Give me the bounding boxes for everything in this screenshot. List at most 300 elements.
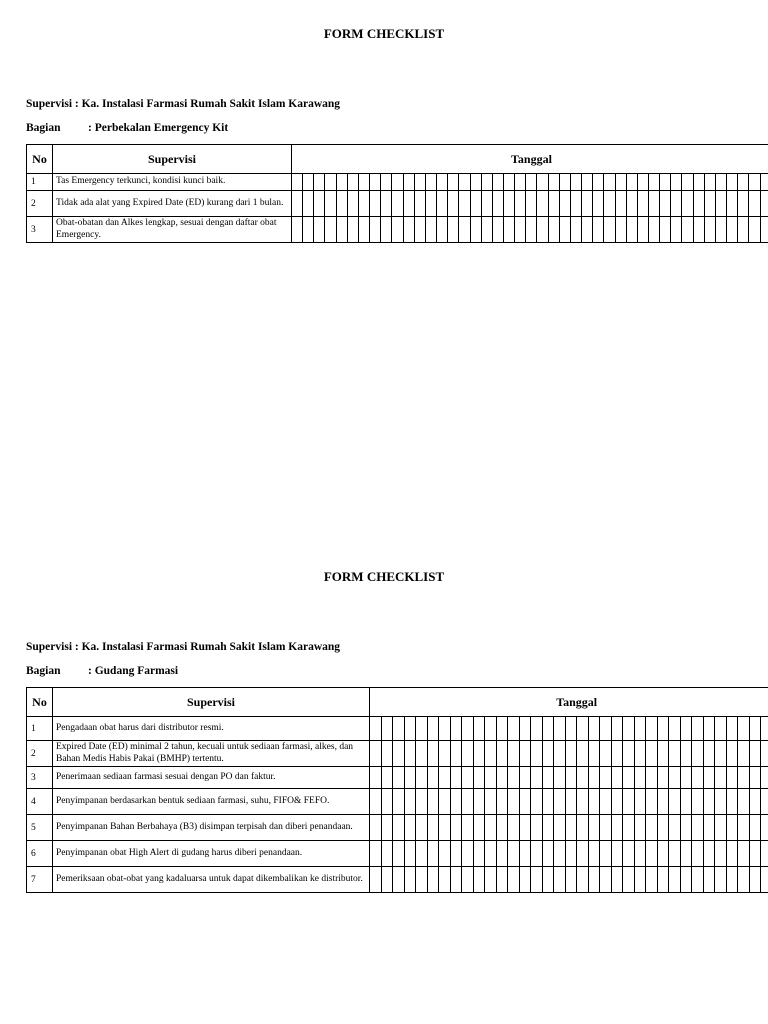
date-check-cell[interactable] — [761, 767, 768, 789]
date-check-cell[interactable] — [692, 867, 704, 893]
date-check-cell[interactable] — [481, 191, 492, 217]
date-check-cell[interactable] — [615, 191, 626, 217]
date-check-cell[interactable] — [496, 841, 508, 867]
date-check-cell[interactable] — [669, 741, 681, 767]
date-check-cell[interactable] — [600, 741, 612, 767]
date-check-cell[interactable] — [749, 217, 760, 243]
date-check-cell[interactable] — [703, 717, 715, 741]
date-check-cell[interactable] — [682, 191, 693, 217]
date-check-cell[interactable] — [492, 217, 503, 243]
date-check-cell[interactable] — [492, 191, 503, 217]
date-check-cell[interactable] — [292, 217, 303, 243]
date-check-cell[interactable] — [370, 717, 382, 741]
date-check-cell[interactable] — [611, 867, 623, 893]
date-check-cell[interactable] — [749, 767, 761, 789]
date-check-cell[interactable] — [414, 191, 425, 217]
date-check-cell[interactable] — [623, 841, 635, 867]
date-check-cell[interactable] — [682, 174, 693, 191]
date-check-cell[interactable] — [404, 867, 416, 893]
date-check-cell[interactable] — [531, 841, 543, 867]
date-check-cell[interactable] — [414, 217, 425, 243]
date-check-cell[interactable] — [623, 867, 635, 893]
date-check-cell[interactable] — [393, 789, 405, 815]
date-check-cell[interactable] — [404, 741, 416, 767]
date-check-cell[interactable] — [582, 174, 593, 191]
date-check-cell[interactable] — [314, 217, 325, 243]
date-check-cell[interactable] — [577, 789, 589, 815]
date-check-cell[interactable] — [485, 841, 497, 867]
date-check-cell[interactable] — [448, 191, 459, 217]
date-check-cell[interactable] — [692, 841, 704, 867]
date-check-cell[interactable] — [588, 841, 600, 867]
date-check-cell[interactable] — [425, 191, 436, 217]
date-check-cell[interactable] — [749, 174, 760, 191]
date-check-cell[interactable] — [414, 174, 425, 191]
date-check-cell[interactable] — [600, 841, 612, 867]
date-check-cell[interactable] — [439, 717, 451, 741]
date-check-cell[interactable] — [370, 741, 382, 767]
date-check-cell[interactable] — [680, 789, 692, 815]
date-check-cell[interactable] — [393, 867, 405, 893]
date-check-cell[interactable] — [542, 767, 554, 789]
date-check-cell[interactable] — [403, 174, 414, 191]
date-check-cell[interactable] — [577, 767, 589, 789]
date-check-cell[interactable] — [582, 217, 593, 243]
date-check-cell[interactable] — [503, 191, 514, 217]
date-check-cell[interactable] — [749, 841, 761, 867]
date-check-cell[interactable] — [726, 815, 738, 841]
date-check-cell[interactable] — [570, 191, 581, 217]
date-check-cell[interactable] — [531, 867, 543, 893]
date-check-cell[interactable] — [381, 841, 393, 867]
date-check-cell[interactable] — [437, 191, 448, 217]
date-check-cell[interactable] — [565, 741, 577, 767]
date-check-cell[interactable] — [508, 717, 520, 741]
date-check-cell[interactable] — [473, 841, 485, 867]
date-check-cell[interactable] — [626, 217, 637, 243]
date-check-cell[interactable] — [703, 867, 715, 893]
date-check-cell[interactable] — [715, 789, 727, 815]
date-check-cell[interactable] — [503, 217, 514, 243]
date-check-cell[interactable] — [703, 841, 715, 867]
date-check-cell[interactable] — [370, 217, 381, 243]
date-check-cell[interactable] — [416, 741, 428, 767]
date-check-cell[interactable] — [634, 767, 646, 789]
date-check-cell[interactable] — [565, 867, 577, 893]
date-check-cell[interactable] — [715, 841, 727, 867]
date-check-cell[interactable] — [450, 815, 462, 841]
date-check-cell[interactable] — [515, 191, 526, 217]
date-check-cell[interactable] — [347, 217, 358, 243]
date-check-cell[interactable] — [542, 789, 554, 815]
date-check-cell[interactable] — [381, 867, 393, 893]
date-check-cell[interactable] — [577, 717, 589, 741]
date-check-cell[interactable] — [537, 191, 548, 217]
date-check-cell[interactable] — [693, 217, 704, 243]
date-check-cell[interactable] — [726, 789, 738, 815]
date-check-cell[interactable] — [669, 815, 681, 841]
date-check-cell[interactable] — [425, 174, 436, 191]
date-check-cell[interactable] — [481, 217, 492, 243]
date-check-cell[interactable] — [485, 815, 497, 841]
date-check-cell[interactable] — [626, 191, 637, 217]
date-check-cell[interactable] — [649, 217, 660, 243]
date-check-cell[interactable] — [462, 767, 474, 789]
date-check-cell[interactable] — [761, 741, 768, 767]
date-check-cell[interactable] — [761, 789, 768, 815]
date-check-cell[interactable] — [611, 789, 623, 815]
date-check-cell[interactable] — [738, 767, 750, 789]
date-check-cell[interactable] — [381, 789, 393, 815]
date-check-cell[interactable] — [680, 717, 692, 741]
date-check-cell[interactable] — [588, 815, 600, 841]
date-check-cell[interactable] — [637, 217, 648, 243]
date-check-cell[interactable] — [392, 191, 403, 217]
date-check-cell[interactable] — [565, 717, 577, 741]
date-check-cell[interactable] — [485, 789, 497, 815]
date-check-cell[interactable] — [593, 174, 604, 191]
date-check-cell[interactable] — [565, 841, 577, 867]
date-check-cell[interactable] — [604, 174, 615, 191]
date-check-cell[interactable] — [416, 789, 428, 815]
date-check-cell[interactable] — [604, 191, 615, 217]
date-check-cell[interactable] — [485, 767, 497, 789]
date-check-cell[interactable] — [526, 191, 537, 217]
date-check-cell[interactable] — [749, 741, 761, 767]
date-check-cell[interactable] — [515, 174, 526, 191]
date-check-cell[interactable] — [508, 815, 520, 841]
date-check-cell[interactable] — [669, 767, 681, 789]
date-check-cell[interactable] — [381, 217, 392, 243]
date-check-cell[interactable] — [370, 815, 382, 841]
date-check-cell[interactable] — [615, 217, 626, 243]
date-check-cell[interactable] — [437, 217, 448, 243]
date-check-cell[interactable] — [450, 717, 462, 741]
date-check-cell[interactable] — [761, 867, 768, 893]
date-check-cell[interactable] — [508, 767, 520, 789]
date-check-cell[interactable] — [473, 815, 485, 841]
date-check-cell[interactable] — [761, 815, 768, 841]
date-check-cell[interactable] — [448, 217, 459, 243]
date-check-cell[interactable] — [727, 217, 738, 243]
date-check-cell[interactable] — [393, 815, 405, 841]
date-check-cell[interactable] — [637, 191, 648, 217]
date-check-cell[interactable] — [749, 789, 761, 815]
date-check-cell[interactable] — [462, 789, 474, 815]
date-check-cell[interactable] — [496, 741, 508, 767]
date-check-cell[interactable] — [427, 867, 439, 893]
date-check-cell[interactable] — [593, 191, 604, 217]
date-check-cell[interactable] — [577, 867, 589, 893]
date-check-cell[interactable] — [485, 867, 497, 893]
date-check-cell[interactable] — [416, 841, 428, 867]
date-check-cell[interactable] — [425, 217, 436, 243]
date-check-cell[interactable] — [462, 717, 474, 741]
date-check-cell[interactable] — [450, 767, 462, 789]
date-check-cell[interactable] — [660, 217, 671, 243]
date-check-cell[interactable] — [727, 174, 738, 191]
date-check-cell[interactable] — [738, 841, 750, 867]
date-check-cell[interactable] — [416, 867, 428, 893]
date-check-cell[interactable] — [508, 841, 520, 867]
date-check-cell[interactable] — [554, 815, 566, 841]
date-check-cell[interactable] — [738, 789, 750, 815]
date-check-cell[interactable] — [416, 767, 428, 789]
date-check-cell[interactable] — [437, 174, 448, 191]
date-check-cell[interactable] — [393, 717, 405, 741]
date-check-cell[interactable] — [485, 717, 497, 741]
date-check-cell[interactable] — [548, 191, 559, 217]
date-check-cell[interactable] — [649, 191, 660, 217]
date-check-cell[interactable] — [554, 867, 566, 893]
date-check-cell[interactable] — [761, 841, 768, 867]
date-check-cell[interactable] — [526, 174, 537, 191]
date-check-cell[interactable] — [325, 217, 336, 243]
date-check-cell[interactable] — [542, 815, 554, 841]
date-check-cell[interactable] — [565, 767, 577, 789]
date-check-cell[interactable] — [727, 191, 738, 217]
date-check-cell[interactable] — [738, 174, 749, 191]
date-check-cell[interactable] — [715, 217, 726, 243]
date-check-cell[interactable] — [370, 789, 382, 815]
date-check-cell[interactable] — [508, 741, 520, 767]
date-check-cell[interactable] — [657, 867, 669, 893]
date-check-cell[interactable] — [623, 741, 635, 767]
date-check-cell[interactable] — [404, 717, 416, 741]
date-check-cell[interactable] — [703, 741, 715, 767]
date-check-cell[interactable] — [671, 191, 682, 217]
date-check-cell[interactable] — [358, 217, 369, 243]
date-check-cell[interactable] — [462, 841, 474, 867]
date-check-cell[interactable] — [439, 767, 451, 789]
date-check-cell[interactable] — [554, 841, 566, 867]
date-check-cell[interactable] — [519, 841, 531, 867]
date-check-cell[interactable] — [634, 841, 646, 867]
date-check-cell[interactable] — [403, 217, 414, 243]
date-check-cell[interactable] — [459, 174, 470, 191]
date-check-cell[interactable] — [554, 789, 566, 815]
date-check-cell[interactable] — [634, 717, 646, 741]
date-check-cell[interactable] — [403, 191, 414, 217]
date-check-cell[interactable] — [519, 789, 531, 815]
date-check-cell[interactable] — [715, 191, 726, 217]
date-check-cell[interactable] — [381, 741, 393, 767]
date-check-cell[interactable] — [657, 741, 669, 767]
date-check-cell[interactable] — [336, 217, 347, 243]
date-check-cell[interactable] — [577, 815, 589, 841]
date-check-cell[interactable] — [292, 174, 303, 191]
date-check-cell[interactable] — [604, 217, 615, 243]
date-check-cell[interactable] — [427, 741, 439, 767]
date-check-cell[interactable] — [657, 767, 669, 789]
date-check-cell[interactable] — [537, 217, 548, 243]
date-check-cell[interactable] — [680, 841, 692, 867]
date-check-cell[interactable] — [693, 174, 704, 191]
date-check-cell[interactable] — [611, 767, 623, 789]
date-check-cell[interactable] — [503, 174, 514, 191]
date-check-cell[interactable] — [693, 191, 704, 217]
date-check-cell[interactable] — [554, 741, 566, 767]
date-check-cell[interactable] — [496, 767, 508, 789]
date-check-cell[interactable] — [634, 789, 646, 815]
date-check-cell[interactable] — [577, 841, 589, 867]
date-check-cell[interactable] — [600, 789, 612, 815]
date-check-cell[interactable] — [760, 191, 768, 217]
date-check-cell[interactable] — [448, 174, 459, 191]
date-check-cell[interactable] — [623, 767, 635, 789]
date-check-cell[interactable] — [450, 841, 462, 867]
date-check-cell[interactable] — [370, 174, 381, 191]
date-check-cell[interactable] — [496, 867, 508, 893]
date-check-cell[interactable] — [593, 217, 604, 243]
date-check-cell[interactable] — [646, 767, 658, 789]
date-check-cell[interactable] — [559, 191, 570, 217]
date-check-cell[interactable] — [692, 741, 704, 767]
date-check-cell[interactable] — [393, 767, 405, 789]
date-check-cell[interactable] — [623, 815, 635, 841]
date-check-cell[interactable] — [692, 767, 704, 789]
date-check-cell[interactable] — [531, 717, 543, 741]
date-check-cell[interactable] — [370, 767, 382, 789]
date-check-cell[interactable] — [473, 789, 485, 815]
date-check-cell[interactable] — [704, 217, 715, 243]
date-check-cell[interactable] — [738, 217, 749, 243]
date-check-cell[interactable] — [588, 767, 600, 789]
date-check-cell[interactable] — [416, 717, 428, 741]
date-check-cell[interactable] — [358, 174, 369, 191]
date-check-cell[interactable] — [588, 789, 600, 815]
date-check-cell[interactable] — [637, 174, 648, 191]
date-check-cell[interactable] — [657, 789, 669, 815]
date-check-cell[interactable] — [715, 174, 726, 191]
date-check-cell[interactable] — [565, 815, 577, 841]
date-check-cell[interactable] — [314, 174, 325, 191]
date-check-cell[interactable] — [600, 867, 612, 893]
date-check-cell[interactable] — [292, 191, 303, 217]
date-check-cell[interactable] — [660, 174, 671, 191]
date-check-cell[interactable] — [492, 174, 503, 191]
date-check-cell[interactable] — [404, 767, 416, 789]
date-check-cell[interactable] — [542, 841, 554, 867]
date-check-cell[interactable] — [669, 789, 681, 815]
date-check-cell[interactable] — [439, 789, 451, 815]
date-check-cell[interactable] — [462, 867, 474, 893]
date-check-cell[interactable] — [439, 841, 451, 867]
date-check-cell[interactable] — [680, 767, 692, 789]
date-check-cell[interactable] — [347, 191, 358, 217]
date-check-cell[interactable] — [381, 174, 392, 191]
date-check-cell[interactable] — [726, 841, 738, 867]
date-check-cell[interactable] — [381, 191, 392, 217]
date-check-cell[interactable] — [565, 789, 577, 815]
date-check-cell[interactable] — [588, 741, 600, 767]
date-check-cell[interactable] — [370, 867, 382, 893]
date-check-cell[interactable] — [600, 815, 612, 841]
date-check-cell[interactable] — [473, 717, 485, 741]
date-check-cell[interactable] — [761, 717, 768, 741]
date-check-cell[interactable] — [588, 867, 600, 893]
date-check-cell[interactable] — [473, 767, 485, 789]
date-check-cell[interactable] — [427, 717, 439, 741]
date-check-cell[interactable] — [738, 867, 750, 893]
date-check-cell[interactable] — [416, 815, 428, 841]
date-check-cell[interactable] — [588, 717, 600, 741]
date-check-cell[interactable] — [347, 174, 358, 191]
date-check-cell[interactable] — [704, 191, 715, 217]
date-check-cell[interactable] — [439, 815, 451, 841]
date-check-cell[interactable] — [485, 741, 497, 767]
date-check-cell[interactable] — [531, 767, 543, 789]
date-check-cell[interactable] — [715, 867, 727, 893]
date-check-cell[interactable] — [303, 217, 314, 243]
date-check-cell[interactable] — [611, 741, 623, 767]
date-check-cell[interactable] — [554, 717, 566, 741]
date-check-cell[interactable] — [715, 815, 727, 841]
date-check-cell[interactable] — [459, 191, 470, 217]
date-check-cell[interactable] — [577, 741, 589, 767]
date-check-cell[interactable] — [611, 815, 623, 841]
date-check-cell[interactable] — [634, 741, 646, 767]
date-check-cell[interactable] — [531, 741, 543, 767]
date-check-cell[interactable] — [427, 841, 439, 867]
date-check-cell[interactable] — [473, 867, 485, 893]
date-check-cell[interactable] — [381, 717, 393, 741]
date-check-cell[interactable] — [738, 741, 750, 767]
date-check-cell[interactable] — [427, 789, 439, 815]
date-check-cell[interactable] — [671, 174, 682, 191]
date-check-cell[interactable] — [626, 174, 637, 191]
date-check-cell[interactable] — [393, 741, 405, 767]
date-check-cell[interactable] — [680, 741, 692, 767]
date-check-cell[interactable] — [470, 217, 481, 243]
date-check-cell[interactable] — [450, 867, 462, 893]
date-check-cell[interactable] — [611, 717, 623, 741]
date-check-cell[interactable] — [392, 217, 403, 243]
date-check-cell[interactable] — [459, 217, 470, 243]
date-check-cell[interactable] — [634, 815, 646, 841]
date-check-cell[interactable] — [508, 867, 520, 893]
date-check-cell[interactable] — [325, 191, 336, 217]
date-check-cell[interactable] — [473, 741, 485, 767]
date-check-cell[interactable] — [314, 191, 325, 217]
date-check-cell[interactable] — [404, 841, 416, 867]
date-check-cell[interactable] — [526, 217, 537, 243]
date-check-cell[interactable] — [749, 717, 761, 741]
date-check-cell[interactable] — [531, 789, 543, 815]
date-check-cell[interactable] — [336, 174, 347, 191]
date-check-cell[interactable] — [450, 741, 462, 767]
date-check-cell[interactable] — [336, 191, 347, 217]
date-check-cell[interactable] — [715, 717, 727, 741]
date-check-cell[interactable] — [669, 867, 681, 893]
date-check-cell[interactable] — [669, 717, 681, 741]
date-check-cell[interactable] — [749, 867, 761, 893]
date-check-cell[interactable] — [600, 767, 612, 789]
date-check-cell[interactable] — [582, 191, 593, 217]
date-check-cell[interactable] — [481, 174, 492, 191]
date-check-cell[interactable] — [542, 717, 554, 741]
date-check-cell[interactable] — [726, 717, 738, 741]
date-check-cell[interactable] — [703, 789, 715, 815]
date-check-cell[interactable] — [496, 815, 508, 841]
date-check-cell[interactable] — [393, 841, 405, 867]
date-check-cell[interactable] — [570, 174, 581, 191]
date-check-cell[interactable] — [704, 174, 715, 191]
date-check-cell[interactable] — [381, 815, 393, 841]
date-check-cell[interactable] — [634, 867, 646, 893]
date-check-cell[interactable] — [669, 841, 681, 867]
date-check-cell[interactable] — [542, 867, 554, 893]
